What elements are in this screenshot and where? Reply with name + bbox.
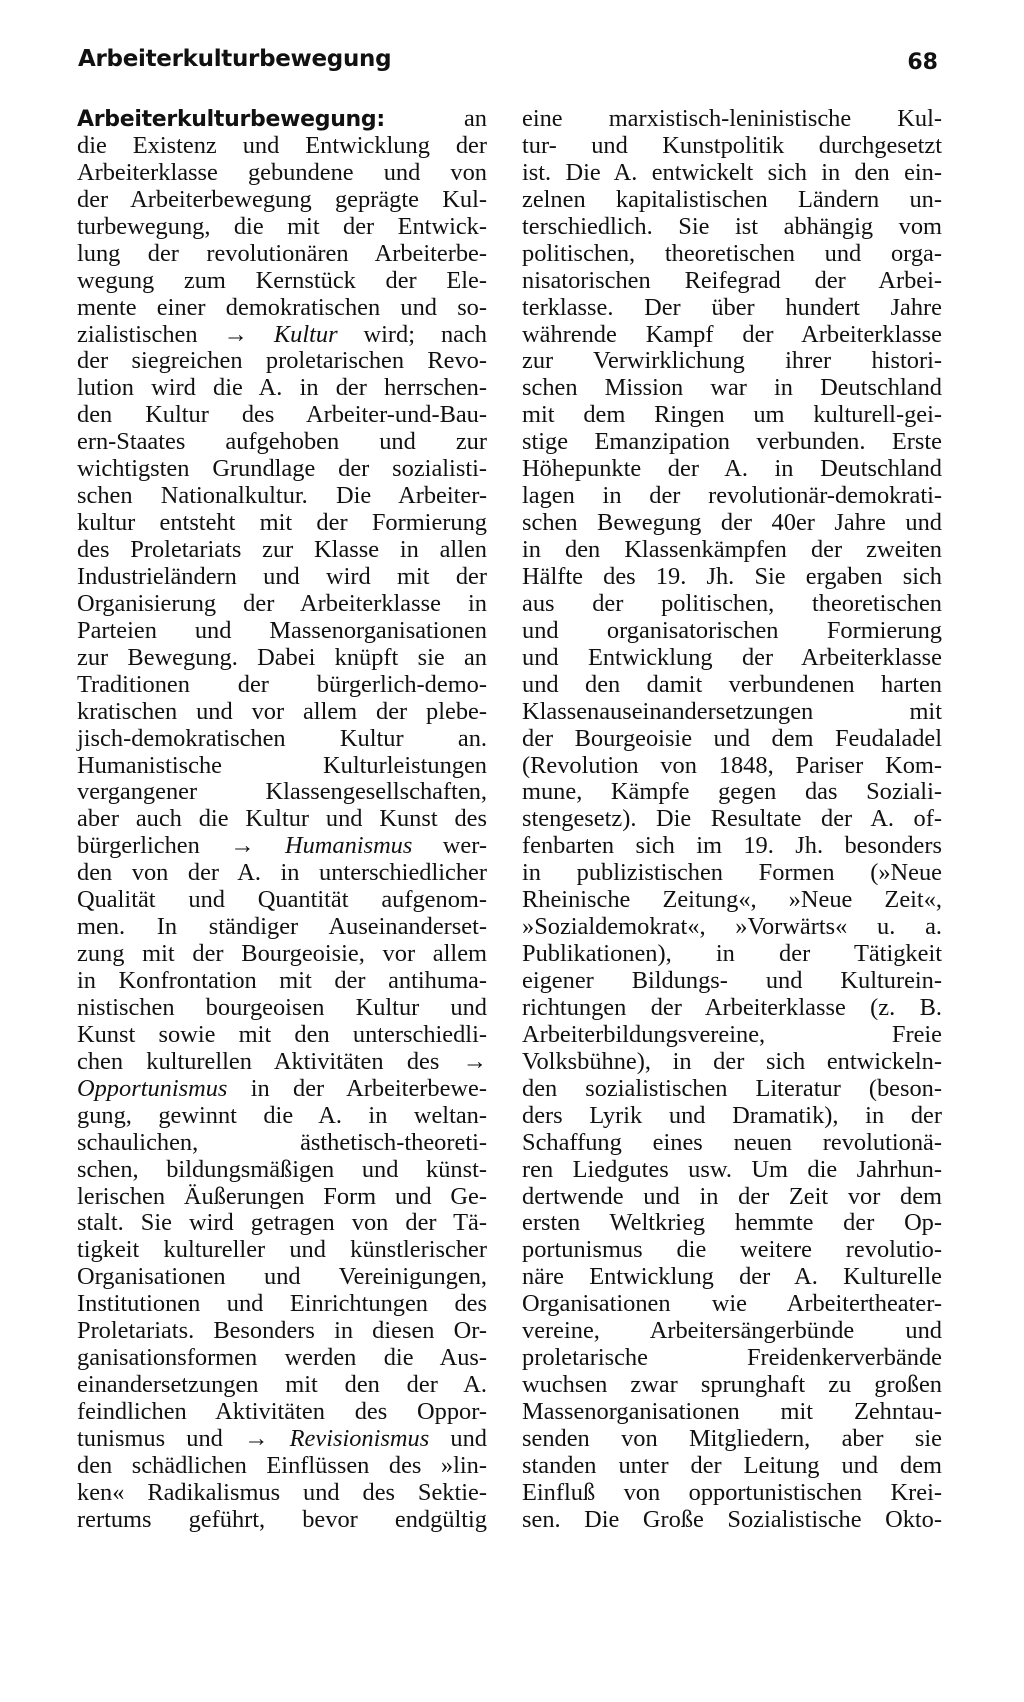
text-line: und Entwicklung der Arbeiterklasse <box>522 643 942 671</box>
text-line: tunismus und → Revisionismus und <box>77 1424 487 1452</box>
text-line: kultur entsteht mit der Formierung <box>77 509 487 537</box>
text-line: ersten Weltkrieg hemmte der Op- <box>522 1209 942 1237</box>
text-line: schen Bewegung der 40er Jahre und <box>522 509 942 537</box>
text-line: wegung zum Kernstück der Ele- <box>77 266 487 294</box>
text-line: schaulichen, ästhetisch-theoreti- <box>77 1128 487 1156</box>
text-line: ist. Die A. entwickelt sich in den ein- <box>522 158 942 186</box>
text-line: des Proletariats zur Klasse in allen <box>77 536 487 563</box>
text-line: men. In ständiger Auseinanderset- <box>77 913 487 941</box>
text-line: (Revolution von 1848, Pariser Kom- <box>522 751 942 779</box>
text-line: terklasse. Der über hundert Jahre <box>522 293 942 321</box>
text-line: stige Emanzipation verbunden. Erste <box>522 428 942 456</box>
text-line: mente einer demokratischen und so- <box>77 293 487 321</box>
text-line: »Sozialdemokrat«, »Vorwärts« u. a. <box>522 913 942 941</box>
text-line: Massenorganisationen mit Zehntau- <box>522 1398 942 1425</box>
text-line: Arbeiterklasse gebundene und von <box>77 158 487 186</box>
text-line: Arbeiterkulturbewegung: an <box>77 105 487 132</box>
arrow-icon: → <box>230 832 255 860</box>
text-line: mit dem Ringen um kulturell-gei- <box>522 401 942 429</box>
text-line: sen. Die Große Sozialistische Okto- <box>522 1505 942 1533</box>
text-line: proletarische Freidenkerverbände <box>522 1344 942 1372</box>
cross-reference-link[interactable]: Kultur <box>273 320 338 348</box>
text-line: Traditionen der bürgerlich-demo- <box>77 670 487 698</box>
text-line: fenbarten sich im 19. Jh. besonders <box>522 832 942 860</box>
text-line: schen, bildungsmäßigen und künst- <box>77 1155 487 1183</box>
text-line: bürgerlichen → Humanismus wer- <box>77 832 487 860</box>
text-line: tigkeit kultureller und künstlerischer <box>77 1236 487 1264</box>
text-line: währende Kampf der Arbeiterklasse <box>522 320 942 348</box>
text-line: terschiedlich. Sie ist abhängig vom <box>522 212 942 240</box>
text-line: zur Bewegung. Dabei knüpft sie an <box>77 643 487 671</box>
text-line: zur Verwirklichung ihrer histori- <box>522 347 942 375</box>
lemma-heading: Arbeiterkulturbewegung: <box>77 107 385 132</box>
text-line: vergangener Klassengesellschaften, <box>77 778 487 806</box>
text-line: rertums geführt, bevor endgültig <box>77 1505 487 1533</box>
text-line: schen Nationalkultur. Die Arbeiter- <box>77 482 487 510</box>
text-line: lagen in der revolutionär-demokrati- <box>522 482 942 510</box>
text-line: in publizistischen Formen (»Neue <box>522 859 942 887</box>
text-line: ken« Radikalismus und des Sektie- <box>77 1478 487 1506</box>
text-line: stengesetz). Die Resultate der A. of- <box>522 805 942 833</box>
arrow-icon: → <box>462 1047 487 1075</box>
text-line: chen kulturellen Aktivitäten des → <box>77 1047 487 1075</box>
text-line: schen Mission war in Deutschland <box>522 374 942 402</box>
text-line: der Arbeiterbewegung geprägte Kul- <box>77 185 487 213</box>
text-line: Industrieländern und wird mit der <box>77 562 487 590</box>
text-line: Qualität und Quantität aufgenom- <box>77 886 487 914</box>
text-line: mune, Kämpfe gegen das Soziali- <box>522 778 942 806</box>
text-line: Parteien und Massenorganisationen <box>77 616 487 644</box>
text-line: den Kultur des Arbeiter-und-Bau- <box>77 401 487 429</box>
right-column <box>522 106 942 1534</box>
text-line: in den Klassenkämpfen der zweiten <box>522 536 942 563</box>
text-line: Proletariats. Besonders in diesen Or- <box>77 1317 487 1345</box>
text-line: der siegreichen proletarischen Revo- <box>77 347 487 375</box>
text-line: ders Lyrik und Dramatik), in der <box>522 1101 942 1129</box>
text-line: Kunst sowie mit den unterschiedli- <box>77 1020 487 1048</box>
text-line: ern-Staates aufgehoben und zur <box>77 428 487 456</box>
text-line: Publikationen), in der Tätigkeit <box>522 940 942 968</box>
text-line: jisch-demokratischen Kultur an. <box>77 724 487 752</box>
text-line: aber auch die Kultur und Kunst des <box>77 805 487 833</box>
text-line: eine marxistisch-leninistische Kul- <box>522 105 942 132</box>
text-line: der Bourgeoisie und dem Feudaladel <box>522 724 942 752</box>
text-line: wichtigsten Grundlage der sozialisti- <box>77 455 487 483</box>
text-line: standen unter der Leitung und dem <box>522 1451 942 1479</box>
left-column <box>77 106 487 1534</box>
page-number: 68 <box>907 50 938 75</box>
text-line: Opportunismus in der Arbeiterbewe- <box>77 1074 487 1102</box>
text-line: eigener Bildungs- und Kulturein- <box>522 967 942 994</box>
text-line: lution wird die A. in der herrschen- <box>77 374 487 402</box>
text-line: nistischen bourgeoisen Kultur und <box>77 993 487 1021</box>
text-line: Institutionen und Einrichtungen des <box>77 1290 487 1318</box>
text-line: Höhepunkte der A. in Deutschland <box>522 455 942 483</box>
text-line: kratischen und vor allem der plebe- <box>77 697 487 725</box>
text-line: Volksbühne), in der sich entwickeln- <box>522 1047 942 1075</box>
text-line: Hälfte des 19. Jh. Sie ergaben sich <box>522 562 942 590</box>
text-line: und organisatorischen Formierung <box>522 616 942 644</box>
text-line: politischen, theoretischen und orga- <box>522 239 942 267</box>
text-line: die Existenz und Entwicklung der <box>77 131 487 159</box>
text-line: zung mit der Bourgeoisie, vor allem <box>77 940 487 968</box>
text-line: Organisationen und Vereinigungen, <box>77 1263 487 1291</box>
text-line: den sozialistischen Literatur (beson- <box>522 1074 942 1102</box>
text-line: dertwende und in der Zeit vor dem <box>522 1182 942 1210</box>
text-line: den schädlichen Einflüssen des »lin- <box>77 1451 487 1479</box>
text-line: Organisierung der Arbeiterklasse in <box>77 589 487 617</box>
text-line: ren Liedgutes usw. Um die Jahrhun- <box>522 1155 942 1183</box>
text-line: wuchsen zwar sprunghaft zu großen <box>522 1371 942 1399</box>
text-line: ganisationsformen werden die Aus- <box>77 1344 487 1372</box>
text-line: Arbeiterbildungsvereine, Freie <box>522 1020 942 1048</box>
cross-reference-link[interactable]: Revisionismus <box>289 1424 430 1452</box>
text-line: richtungen der Arbeiterklasse (z. B. <box>522 993 942 1021</box>
cross-reference-link[interactable]: Opportunismus <box>77 1074 228 1102</box>
text-line: zialistischen → Kultur wird; nach <box>77 320 487 348</box>
text-line: in Konfrontation mit der antihuma- <box>77 967 487 994</box>
text-line: feindlichen Aktivitäten des Oppor- <box>77 1398 487 1425</box>
text-line: Rheinische Zeitung«, »Neue Zeit«, <box>522 886 942 914</box>
text-line: Einfluß von opportunistischen Krei- <box>522 1478 942 1506</box>
arrow-icon: → <box>244 1424 269 1452</box>
text-line: aus der politischen, theoretischen <box>522 589 942 617</box>
text-line: vereine, Arbeitersängerbünde und <box>522 1317 942 1345</box>
text-line: turbewegung, die mit der Entwick- <box>77 212 487 240</box>
text-line: stalt. Sie wird getragen von der Tä- <box>77 1209 487 1237</box>
text-line: lerischen Äußerungen Form und Ge- <box>77 1182 487 1210</box>
text-line: Organisationen wie Arbeitertheater- <box>522 1290 942 1318</box>
text-line: den von der A. in unterschiedlicher <box>77 859 487 887</box>
cross-reference-link[interactable]: Humanismus <box>284 832 413 860</box>
text-line: portunismus die weitere revolutio- <box>522 1236 942 1264</box>
text-line: Humanistische Kulturleistungen <box>77 751 487 779</box>
text-line: senden von Mitgliedern, aber sie <box>522 1424 942 1452</box>
text-line: Schaffung eines neuen revolutionä- <box>522 1128 942 1156</box>
text-line: Klassenauseinandersetzungen mit <box>522 697 942 725</box>
arrow-icon: → <box>223 320 248 348</box>
text-line: nisatorischen Reifegrad der Arbei- <box>522 266 942 294</box>
text-line: näre Entwicklung der A. Kulturelle <box>522 1263 942 1291</box>
text-line: einandersetzungen mit den der A. <box>77 1371 487 1399</box>
text-line: gung, gewinnt die A. in weltan- <box>77 1101 487 1129</box>
text-line: lung der revolutionären Arbeiterbe- <box>77 239 487 267</box>
text-line: zelnen kapitalistischen Ländern un- <box>522 185 942 213</box>
text-line: und den damit verbundenen harten <box>522 670 942 698</box>
text-line: tur- und Kunstpolitik durchgesetzt <box>522 131 942 159</box>
running-head: Arbeiterkulturbewegung <box>78 46 392 72</box>
